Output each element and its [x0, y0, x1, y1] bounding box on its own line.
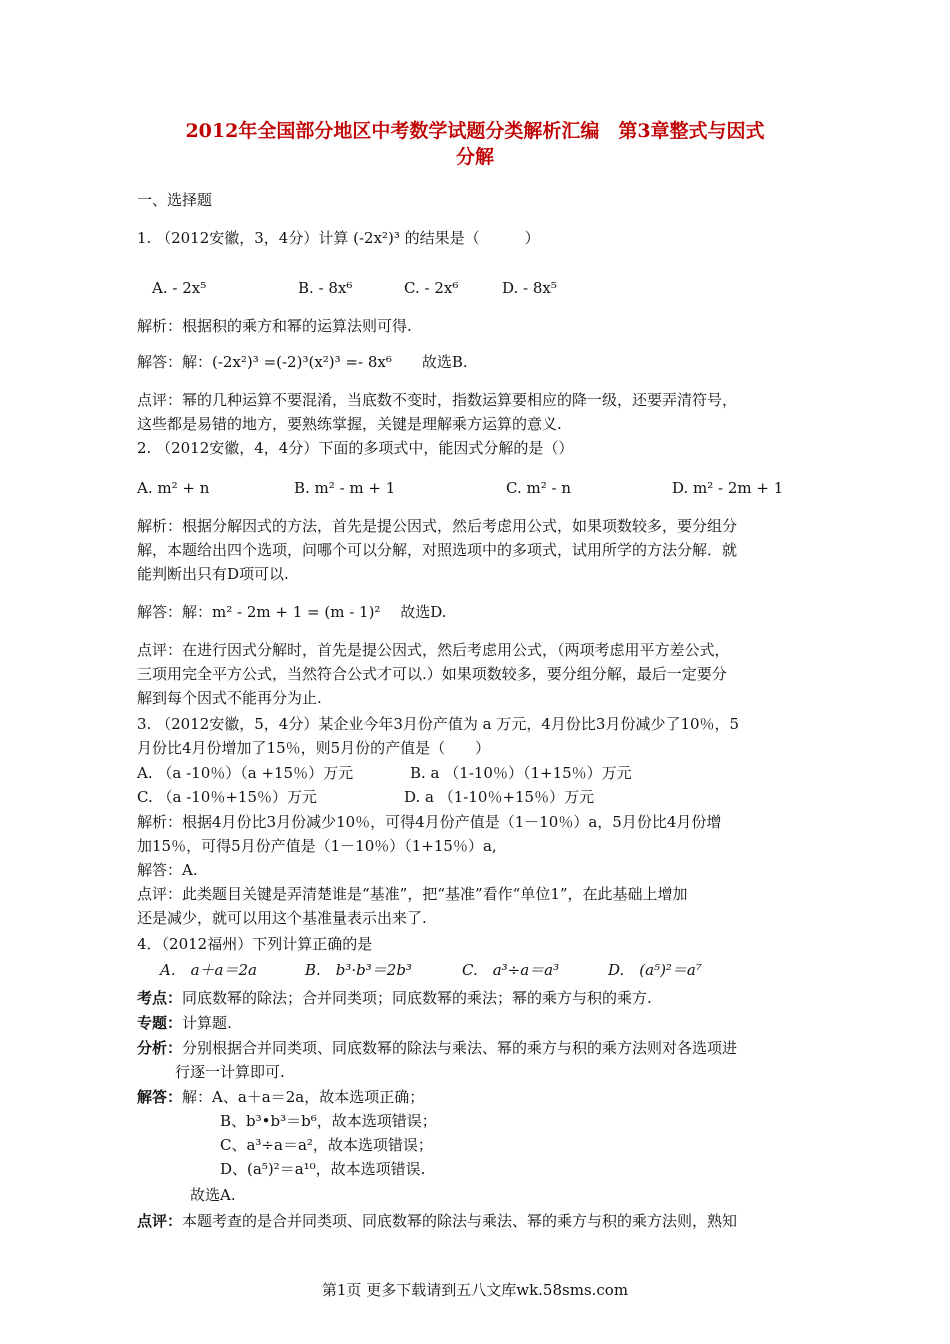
q1-option-a: A. - 2x⁵ — [152, 279, 207, 297]
q2-analysis-line3: 能判断出只有D项可以. — [137, 565, 289, 583]
q3-option-a: A. （a -10％）（a +15％）万元 — [137, 764, 354, 782]
q1-stem: 1. （2012安徽，3，4分）计算 (-2x²)³ 的结果是（ ） — [137, 229, 540, 247]
q2-stem: 2. （2012安徽，4，4分）下面的多项式中，能因式分解的是（） — [137, 439, 574, 457]
q4-fenxi-text-line2: 行逐一计算即可. — [175, 1063, 285, 1081]
q2-comment-line2: 三项用完全平方公式，当然符合公式才可以.）如果项数较多，要分组分解，最后一定要分 — [137, 665, 727, 683]
q4-dianping-label: 点评： — [137, 1212, 183, 1230]
q4-fenxi-text-line1: 分别根据合并同类项、同底数幂的除法与乘法、幂的乘方与积的乘方法则对各选项进 — [182, 1039, 738, 1057]
q4-option-a: A. a＋a＝2a — [160, 961, 257, 979]
q3-option-c: C. （a -10％+15％）万元 — [137, 788, 318, 806]
q1-option-b: B. - 8x⁶ — [298, 279, 353, 297]
q4-zhuanti-label: 专题： — [137, 1014, 183, 1032]
q4-jieda-label: 解答： — [137, 1088, 183, 1106]
q3-comment-line1: 点评：此类题目关键是弄清楚谁是“基准”，把“基准”看作“单位1”，在此基础上增加 — [137, 885, 688, 903]
q4-zhuanti — [137, 1013, 827, 1033]
q2-comment-line1: 点评：在进行因式分解时，首先是提公因式，然后考虑用公式，（两项考虑用平方差公式， — [137, 641, 730, 659]
q3-comment-line2: 还是减少，就可以用这个基准量表示出来了. — [137, 909, 427, 927]
q4-kaodian — [137, 988, 827, 1008]
q4-zhuanti-text: 计算题. — [182, 1014, 232, 1032]
document-title-line2: 分解 — [455, 146, 494, 168]
q2-analysis-line2: 解，本题给出四个选项，问哪个可以分解，对照选项中的多项式，试用所学的方法分解．就 — [137, 541, 738, 559]
q4-option-d: D. (a⁵)²＝a⁷ — [608, 961, 702, 979]
q4-jieda — [137, 1087, 827, 1107]
q3-analysis-line1: 解析：根据4月份比3月份减少10％，可得4月份产值是（1－10％）a，5月份比4月份增 — [137, 813, 722, 831]
q3-analysis-line2: 加15％，可得5月份产值是（1－10％）（1+15％）a, — [137, 837, 497, 855]
q4-jieda-line2: B、b³•b³＝b⁶，故本选项错误； — [220, 1112, 437, 1130]
q4-jieda-line5: 故选A. — [190, 1186, 236, 1204]
q2-option-c: C. m² - n — [506, 479, 571, 497]
q4-dianping — [137, 1211, 827, 1231]
q4-kaodian-text: 同底数幂的除法；合并同类项；同底数幂的乘法；幂的乘方与积的乘方. — [182, 989, 652, 1007]
q3-answer: 解答：A. — [137, 861, 198, 879]
q1-answer: 解答：解：(-2x²)³ =(-2)³(x²)³ =- 8x⁶ 故选B. — [137, 353, 468, 371]
document-title-line1: 2012年全国部分地区中考数学试题分类解析汇编 第3章整式与因式 — [185, 120, 765, 142]
q4-jieda-line1: 解：A、a＋a＝2a，故本选项正确； — [182, 1088, 425, 1106]
q4-fenxi — [137, 1038, 827, 1058]
q4-jieda-line3: C、a³÷a＝a²，故本选项错误； — [220, 1136, 433, 1154]
q2-comment-line3: 解到每个因式不能再分为止. — [137, 689, 322, 707]
section-heading: 一、选择题 — [137, 191, 213, 209]
q1-comment-line2: 这些都是易错的地方，要熟练掌握，关键是理解乘方运算的意义. — [137, 415, 562, 433]
q1-option-c: C. - 2x⁶ — [404, 279, 459, 297]
q1-comment-line1: 点评：幂的几种运算不要混淆，当底数不变时，指数运算要相应的降一级，还要弄清符号， — [137, 391, 738, 409]
q4-dianping-text: 本题考查的是合并同类项、同底数幂的除法与乘法、幂的乘方与积的乘方法则，熟知 — [182, 1212, 738, 1230]
q2-option-a: A. m² + n — [137, 479, 210, 497]
q4-kaodian-label: 考点： — [137, 989, 183, 1007]
q4-jieda-line4: D、(a⁵)²＝a¹⁰，故本选项错误. — [220, 1160, 426, 1178]
q4-fenxi-label: 分析： — [137, 1039, 183, 1057]
q2-analysis-line1: 解析：根据分解因式的方法，首先是提公因式，然后考虑用公式，如果项数较多，要分组分 — [137, 517, 738, 535]
q3-stem-line2: 月份比4月份增加了15％，则5月份的产值是（ ） — [137, 739, 491, 757]
q2-option-d: D. m² - 2m + 1 — [672, 479, 784, 497]
q3-option-d: D. a （1-10％+15％）万元 — [404, 788, 595, 806]
q1-analysis: 解析：根据积的乘方和幂的运算法则可得. — [137, 317, 412, 335]
page-footer: 第1页 更多下载请到五八文库wk.58sms.com — [321, 1281, 629, 1299]
q3-option-b: B. a （1-10％）（1+15％）万元 — [410, 764, 632, 782]
q2-option-b: B. m² - m + 1 — [294, 479, 396, 497]
q4-stem: 4．（2012福州）下列计算正确的是 — [137, 935, 373, 953]
q4-option-b: B. b³·b³＝2b³ — [305, 961, 412, 979]
q2-answer: 解答：解：m² - 2m + 1 = (m - 1)² 故选D. — [137, 603, 447, 621]
q4-option-c: C. a³÷a＝a³ — [462, 961, 560, 979]
q3-stem-line1: 3. （2012安徽，5，4分）某企业今年3月份产值为 a 万元，4月份比3月份减少了10％，5 — [137, 715, 740, 733]
q1-option-d: D. - 8x⁵ — [502, 279, 557, 297]
